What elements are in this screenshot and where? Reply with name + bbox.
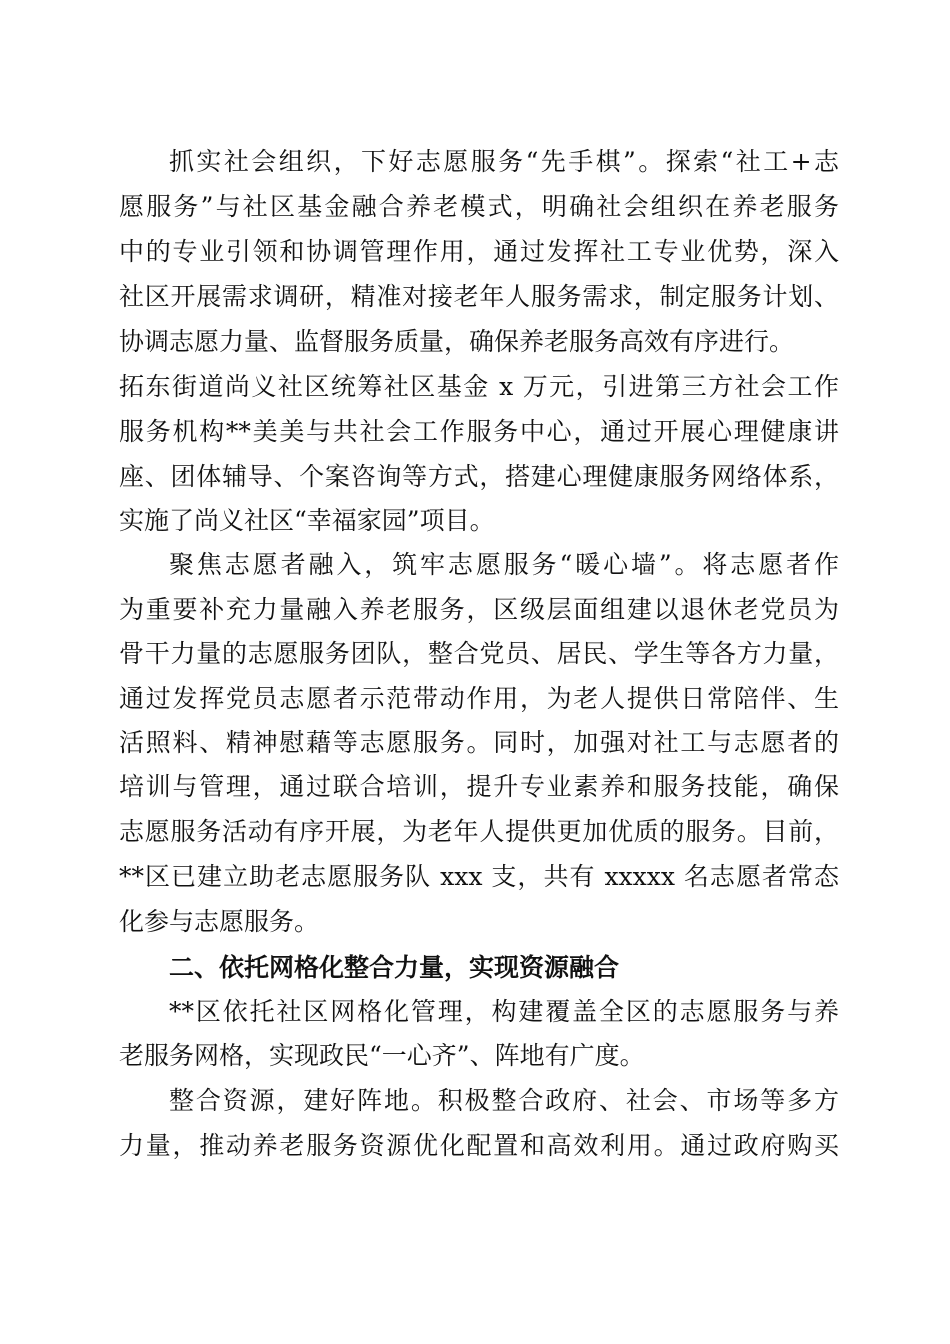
paragraph-line: **区依托社区网格化管理，构建覆盖全区的志愿服务与养 — [169, 997, 839, 1026]
paragraph-line: 志愿服务活动有序开展，为老年人提供更加优质的服务。目前， — [119, 817, 839, 846]
paragraph-line: 整合资源，建好阵地。积极整合政府、社会、市场等多方 — [169, 1086, 839, 1115]
paragraph-line: 为重要补充力量融入养老服务，区级层面组建以退休老党员为 — [119, 595, 839, 624]
paragraph-line: 服务机构**美美与共社会工作服务中心，通过开展心理健康讲 — [119, 417, 839, 446]
paragraph-line: 活照料、精神慰藉等志愿服务。同时，加强对社工与志愿者的 — [119, 728, 839, 757]
paragraph-line: 拓东街道尚义社区统筹社区基金 x 万元，引进第三方社会工作 — [119, 372, 839, 401]
paragraph-line: 老服务网格，实现政民“一心齐”、阵地有广度。 — [119, 1041, 645, 1070]
paragraph-line: 聚焦志愿者融入，筑牢志愿服务“暖心墙”。将志愿者作 — [169, 550, 839, 579]
paragraph-line: 通过发挥党员志愿者示范带动作用，为老人提供日常陪伴、生 — [119, 684, 839, 713]
section-heading: 二、依托网格化整合力量，实现资源融合 — [169, 953, 620, 982]
paragraph-line: **区已建立助老志愿服务队 xxx 支，共有 xxxxx 名志愿者常态 — [119, 862, 839, 891]
paragraph-line: 座、团体辅导、个案咨询等方式，搭建心理健康服务网络体系， — [119, 462, 839, 491]
paragraph-line: 愿服务”与社区基金融合养老模式，明确社会组织在养老服务 — [119, 192, 839, 221]
paragraph-line: 骨干力量的志愿服务团队，整合党员、居民、学生等各方力量， — [119, 639, 839, 668]
paragraph-line: 中的专业引领和协调管理作用，通过发挥社工专业优势，深入 — [119, 237, 839, 266]
paragraph-line: 实施了尚义社区“幸福家园”项目。 — [119, 506, 495, 535]
paragraph-line: 社区开展需求调研，精准对接老年人服务需求，制定服务计划、 — [119, 282, 839, 311]
paragraph-line: 力量，推动养老服务资源优化配置和高效利用。通过政府购买 — [119, 1131, 839, 1160]
paragraph-line: 协调志愿力量、监督服务质量，确保养老服务高效有序进行。 — [119, 327, 795, 356]
paragraph-line: 抓实社会组织，下好志愿服务“先手棋”。探索“社工+志 — [169, 147, 839, 176]
paragraph-line: 化参与志愿服务。 — [119, 907, 320, 936]
paragraph-line: 培训与管理，通过联合培训，提升专业素养和服务技能，确保 — [119, 772, 839, 801]
